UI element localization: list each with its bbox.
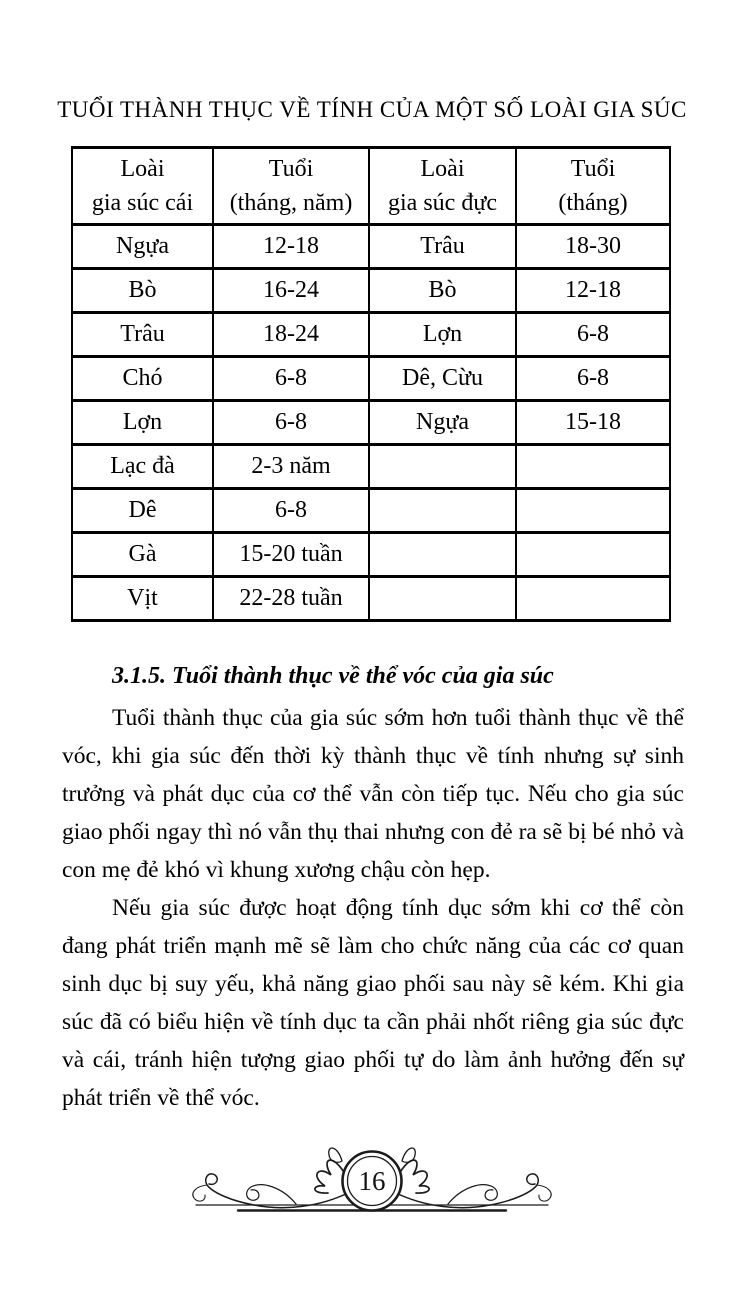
cell-female-age: 6-8 — [213, 401, 369, 445]
cell-male-species — [369, 533, 516, 577]
cell-female-species: Lợn — [72, 401, 213, 445]
paragraph: Nếu gia súc được hoạt động tính dục sớm khi cơ thể còn đang phát triển mạnh mẽ sẽ làm cho chức năng của các cơ quan sinh dục bị suy yếu, khả năng giao phối sau này sẽ kém. Khi gia súc đã có biểu hiện về tính dục ta cần phải nhốt riêng gia súc đực và cái, tránh hiện tượng giao phối tự do làm ảnh hưởng đến sự phát triển về thể vóc. — [62, 895, 684, 1111]
table-header-row — [72, 148, 670, 225]
cell-male-species — [369, 577, 516, 621]
header-line: gia súc đực — [388, 190, 497, 216]
header-male-species — [369, 148, 516, 225]
cell-male-age — [516, 489, 670, 533]
cell-male-age: 6-8 — [516, 357, 670, 401]
cell-female-species: Trâu — [72, 313, 213, 357]
cell-female-age: 18-24 — [213, 313, 369, 357]
header-line: Loài — [420, 156, 465, 182]
section-heading: 3.1.5. Tuổi thành thục về thể vóc của gia súc — [112, 663, 554, 689]
header-line: gia súc cái — [91, 190, 194, 216]
cell-male-age: 18-30 — [516, 225, 670, 269]
header-line: Loài — [120, 156, 165, 182]
page-footer — [182, 1124, 562, 1224]
header-line: (tháng) — [558, 190, 628, 216]
paragraph: Tuổi thành thục của gia súc sớm hơn tuổi thành thục về thể vóc, khi gia súc đến thời kỳ thành thục về tính nhưng sự sinh trưởng và phát dục của cơ thể vẫn còn tiếp tục. Nếu cho gia súc giao phối ngay thì nó vẫn thụ thai nhưng con đẻ ra sẽ bị bé nhỏ và con mẹ đẻ khó vì khung xương chậu còn hẹp. — [62, 705, 684, 883]
cell-female-species: Gà — [72, 533, 213, 577]
body-text — [62, 699, 684, 1117]
table-row — [72, 577, 670, 621]
cell-male-age — [516, 445, 670, 489]
cell-male-age: 6-8 — [516, 313, 670, 357]
cell-female-age: 22-28 tuần — [213, 577, 369, 621]
footer-flourish-ornament — [182, 1124, 562, 1224]
cell-female-species: Vịt — [72, 577, 213, 621]
cell-male-species: Dê, Cừu — [369, 357, 516, 401]
maturity-table-container — [71, 146, 671, 622]
cell-female-species: Lạc đà — [72, 445, 213, 489]
table-row — [72, 445, 670, 489]
table-row — [72, 269, 670, 313]
header-female-species — [72, 148, 213, 225]
header-line: Tuổi — [570, 156, 616, 182]
table-row — [72, 401, 670, 445]
flourish-right — [394, 1148, 551, 1208]
cell-female-species: Dê — [72, 489, 213, 533]
header-line: (tháng, năm) — [229, 190, 353, 216]
cell-male-age — [516, 533, 670, 577]
cell-female-age: 6-8 — [213, 357, 369, 401]
cell-female-age: 12-18 — [213, 225, 369, 269]
cell-female-species: Bò — [72, 269, 213, 313]
table-row — [72, 313, 670, 357]
page-number: 16 — [358, 1166, 386, 1196]
table-row — [72, 489, 670, 533]
cell-male-species: Lợn — [369, 313, 516, 357]
cell-female-age: 16-24 — [213, 269, 369, 313]
table-title: TUỔI THÀNH THỤC VỀ TÍNH CỦA MỘT SỐ LOÀI GIA SÚC — [57, 97, 687, 122]
cell-male-species: Bò — [369, 269, 516, 313]
cell-female-age: 15-20 tuần — [213, 533, 369, 577]
cell-female-species: Ngựa — [72, 225, 213, 269]
cell-male-species: Ngựa — [369, 401, 516, 445]
cell-female-age: 6-8 — [213, 489, 369, 533]
cell-male-species — [369, 489, 516, 533]
flourish-left — [193, 1148, 350, 1208]
header-age-months — [516, 148, 670, 225]
cell-male-age: 15-18 — [516, 401, 670, 445]
maturity-table — [71, 146, 671, 622]
cell-male-age — [516, 577, 670, 621]
cell-male-species: Trâu — [369, 225, 516, 269]
table-row — [72, 357, 670, 401]
table-row — [72, 533, 670, 577]
cell-male-species — [369, 445, 516, 489]
cell-male-age: 12-18 — [516, 269, 670, 313]
table-row — [72, 225, 670, 269]
header-line: Tuổi — [268, 156, 314, 182]
cell-female-age: 2-3 năm — [213, 445, 369, 489]
cell-female-species: Chó — [72, 357, 213, 401]
header-age-months-years — [213, 148, 369, 225]
